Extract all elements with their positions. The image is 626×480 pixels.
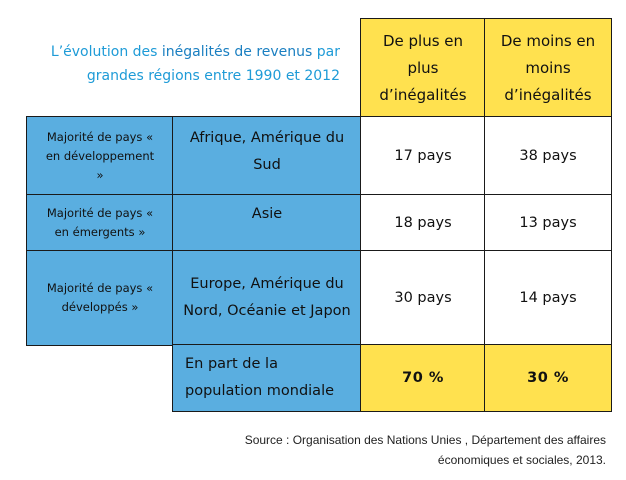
cell-less-developing: 38 pays	[484, 116, 612, 196]
row-label-population-share: En part de la population mondiale	[172, 344, 362, 412]
row-group-emerging: Majorité de pays « en émergents »	[26, 194, 174, 252]
row-group-developed: Majorité de pays « développés »	[26, 250, 174, 346]
row-region-europe-north-america: Europe, Amérique du Nord, Océanie et Japon	[172, 250, 362, 346]
title-highlight: inégalités de revenus	[161, 44, 313, 60]
cell-more-developed: 30 pays	[360, 250, 486, 346]
cell-less-developed: 14 pays	[484, 250, 612, 346]
cell-less-emerging: 13 pays	[484, 194, 612, 252]
cell-more-emerging: 18 pays	[360, 194, 486, 252]
row-region-asia: Asie	[172, 194, 362, 252]
header-less-inequality: De moins en moins d’inégalités	[484, 18, 612, 118]
row-region-africa-south-america: Afrique, Amérique du Sud	[172, 116, 362, 196]
row-group-developing: Majorité de pays « en développement »	[26, 116, 174, 196]
cell-share-more: 70 %	[360, 344, 486, 412]
header-more-inequality: De plus en plus d’inégalités	[360, 18, 486, 118]
table-title	[20, 40, 340, 88]
cell-share-less: 30 %	[484, 344, 612, 412]
cell-more-developing: 17 pays	[360, 116, 486, 196]
source-note: Source : Organisation des Nations Unies , Département des affaires économiques et sociales, 2013.	[244, 433, 606, 467]
title-part1: L’évolution des	[50, 44, 162, 60]
title-part2: par grandes régions entre 1990 et 2012	[86, 44, 340, 84]
